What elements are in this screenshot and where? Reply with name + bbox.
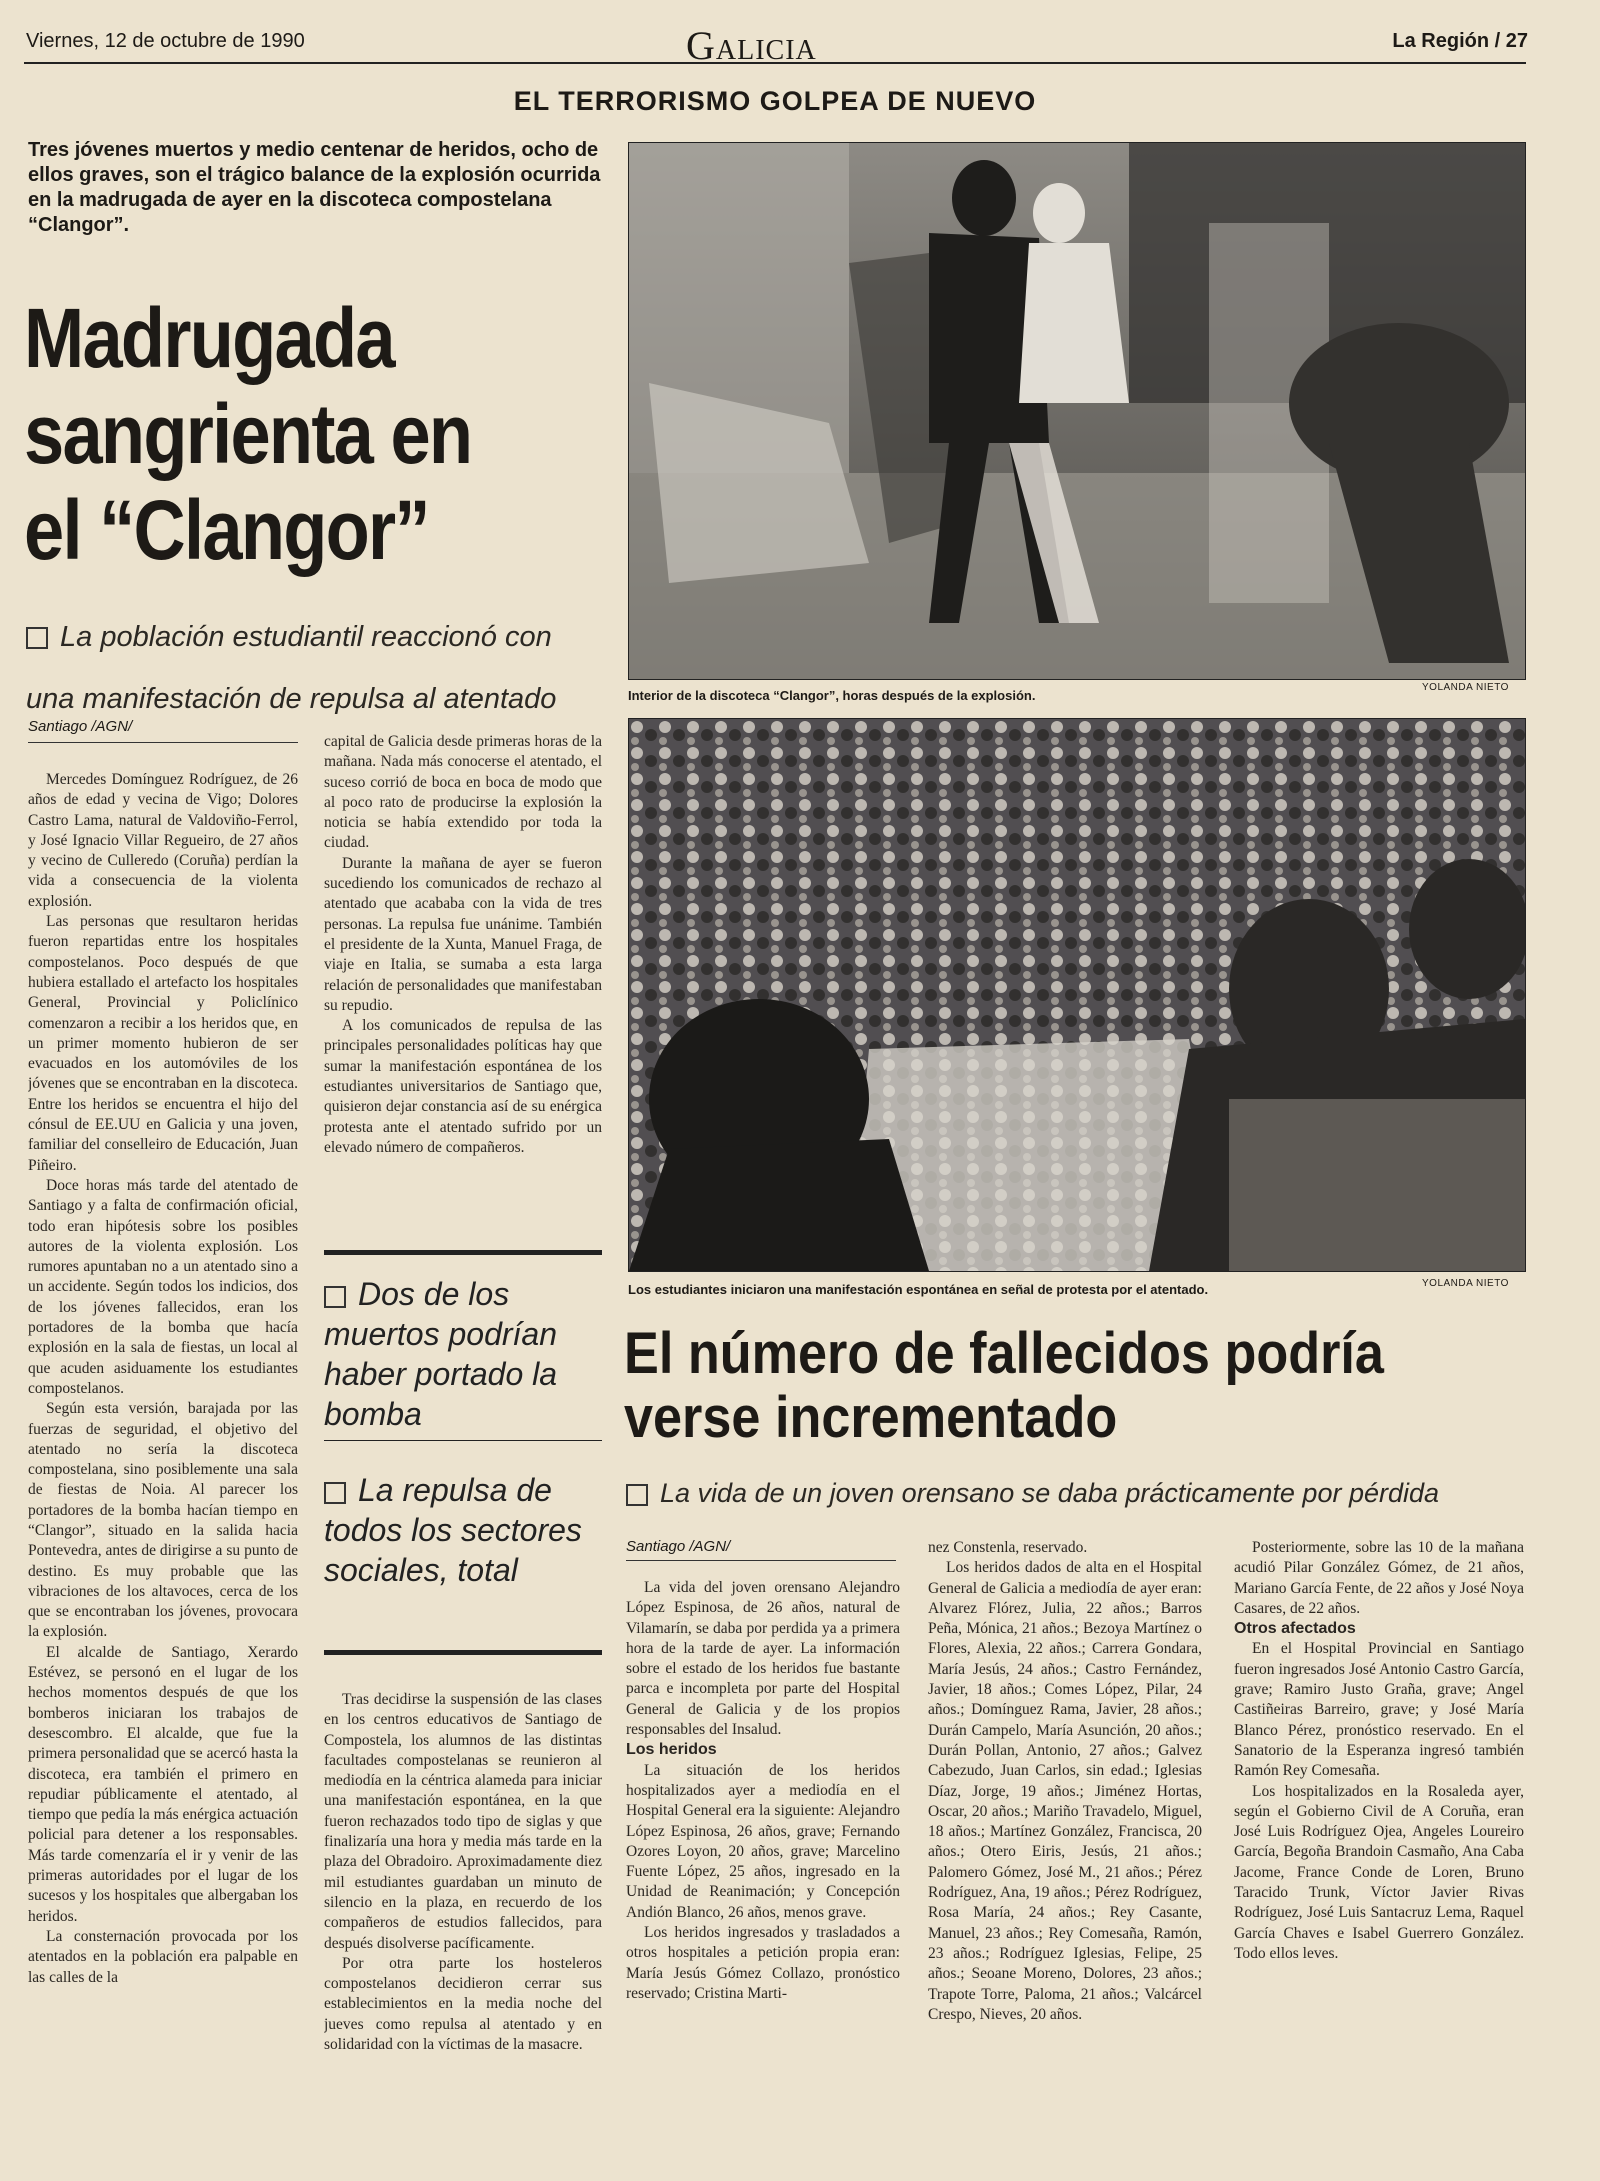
section-name: Galicia — [686, 23, 817, 68]
headline-line: sangrienta en — [24, 387, 472, 481]
paragraph: nez Constenla, reservado. — [928, 1539, 1088, 1556]
photo-student-protest — [628, 718, 1526, 1272]
paragraph: Según esta versión, barajada por las fuerzas de seguridad, el objetivo del atentado no sería la discoteca compostelana, sino posiblemente una sala de fiestas de Noia. Al parecer los portadores de la bomba hacían tiempo en “Clangor”, situado en la salida hacia Pontevedra, antes de dirigirse a su punto de destino. Es muy probable que las vibraciones de los altavoces, cerca de los que se encontraban los jóvenes, provocara la explosión. — [28, 1400, 298, 1641]
paragraph: La situación de los heridos hospitalizados ayer a mediodía en el Hospital General era la siguiente: Alejandro López Espinosa, 26 años, grave; Fernando Ozores Loyon, 20 años, grave; Marcelino Fuente López, 25 años, ingresado en la Unidad de Reanimación; y Concepción Andión Blanco, 26 años, menos grave. — [626, 1761, 900, 1921]
paragraph: La vida del joven orensano Alejandro López Espinosa, de 26 años, natural de Vilamarín, se daba por perdida ya a primera hora de la tarde de ayer. La información sobre el estado de los heridos fue bastante parca e incompleta por parte del Hospital General de Galicia y de los propios responsables del Insalud. — [626, 1579, 900, 1739]
paragraph: Los heridos dados de alta en el Hospital General de Galicia a mediodía de ayer eran: Alvarez Flórez, Julia, 22 años.; Barros Peña, Mónica, 21 años.; Bezoya Martínez o Flores, Alexia, 22 años.; Carrera Gondara, María Jesús, 24 años.; Castro Fernández, Javier, 18 años.; Comes López, Pilar, 24 años.; Domínguez Rama, Javier, 28 años.; Durán Campelo, María Asunción, 20 años.; Durán Pollan, Antonio, 27 años.; Galvez Cabezudo, Juan Carlos, sin edad.; Iglesias Díaz, Jorge, 19 años.; Jiménez Hortas, Oscar, 20 años.; Mariño Travadelo, Miguel, 18 años.; Martínez González, Francisca, 20 años.; Otero Eiris, Jesús, 21 años.; Palomero Gómez, José M., 21 años.; Pérez Rodríguez, Ana, 19 años.; Pérez Rodríguez, Rosa María, 24 años.; Rey Casante, Manuel, 23 años.; Rey Comesaña, Ramón, 23 años.; Rodríguez Iglesias, Felipe, 25 años.; Seoane Moreno, Dolores, 23 años.; Trapote Torre, Paloma, 21 años.; Valcárcel Crespo, Nieves, 20 años. — [928, 1559, 1202, 2023]
paragraph: Mercedes Domínguez Rodríguez, de 26 años de edad y vecina de Vigo; Dolores Castro Lama, natural de Valdoviño-Ferrol, y José Ignacio Villar Regueiro, de 27 años y vecino de Culleredo (Coruña) perdían la vida a consecuencia de la violenta explosión. — [28, 771, 298, 910]
pullquote-rule — [324, 1650, 602, 1655]
subhead-line: La población estudiantil reaccionó con — [60, 621, 552, 653]
photo-discoteca-interior — [628, 142, 1526, 680]
paragraph: capital de Galicia desde primeras horas de la mañana. Nada más conocerse el atentado, el suceso corrió de boca en boca de modo que al poco rato de producirse la explosión la noticia se había extendido por toda la ciudad. — [324, 733, 602, 852]
headline-line: Madrugada — [24, 291, 394, 385]
paragraph: Los hospitalizados en la Rosaleda ayer, según el Gobierno Civil de A Coruña, eran José Luis Rodríguez Ojea, Angeles Loureiro García, Begoña Brandoin Casmaño, Ana Caba Jacome, France Conde de Loren, Bruno Taracido Trunk, Víctor Javier Rivas Rodríguez, José Luis Santacruz Lema, Raquel García Chaves e Isabel Guerrero González. Todo ellos leves. — [1234, 1782, 1524, 1962]
paragraph: Durante la mañana de ayer se fueron sucediendo los comunicados de rechazo al atentado que acababa con la vida de tres personas. La repulsa fue unánime. También el presidente de la Xunta, Manuel Fraga, de viaje en Italia, se sumaba a esta larga relación de personalidades que manifestaban su repudio. — [324, 854, 602, 1014]
byline-rule — [626, 1560, 896, 1561]
article-column-1 — [28, 770, 298, 2170]
byline: Santiago /AGN/ — [28, 718, 133, 735]
pullquote-1 — [324, 1274, 602, 1434]
pullquote-rule — [324, 1250, 602, 1255]
masthead-rule — [24, 62, 1526, 64]
issue-date: Viernes, 12 de octubre de 1990 — [26, 30, 305, 52]
headline-line: el “Clangor” — [24, 483, 429, 577]
photo-1-caption: Interior de la discoteca “Clangor”, horas después de la explosión. — [628, 688, 1036, 703]
paragraph: El alcalde de Santiago, Xerardo Estévez, se personó en el lugar de los hechos momentos después de que los bomberos iniciaran los trabajos de desescombro. El alcalde, que fue la primera personalidad que se acercó hasta la discoteca, era también el primero en repudiar públicamente el atentado, al tiempo que pedía la más enérgica actuación policial para detener a los responsables. Más tarde comenzaría el ir y venir de las primeras autoridades por el lugar de los sucesos y los hospitales que albergaban los heridos. — [28, 1643, 298, 1925]
deck: Tres jóvenes muertos y medio centenar de heridos, ocho de ellos graves, son el trágico balance de la explosión ocurrida en la madrugada de ayer en la discoteca compostelana “Clangor”. — [28, 139, 601, 236]
subhead-text: La vida de un joven orensano se daba prácticamente por pérdida — [660, 1478, 1440, 1508]
section-subtitle: Otros afectados — [1234, 1620, 1356, 1638]
pullquote-rule — [324, 1440, 602, 1441]
pullquote-text: La repulsa de todos los sectores sociales, total — [324, 1472, 582, 1588]
second-subhead — [626, 1478, 1526, 1509]
article-column-3 — [626, 1578, 900, 2170]
article-column-4 — [928, 1538, 1202, 2170]
paper-page-number: La Región / 27 — [1392, 30, 1528, 52]
photo-2-credit: YOLANDA NIETO — [1422, 1278, 1509, 1289]
paragraph: Los heridos ingresados y trasladados a otros hospitales a petición propia eran: María Jesús Gómez Collazo, pronóstico reservado; Cristina Marti- — [626, 1924, 900, 2002]
square-bullet-icon — [324, 1286, 346, 1308]
main-headline — [24, 290, 540, 578]
kicker: EL TERRORISMO GOLPEA DE NUEVO — [513, 86, 1037, 116]
square-bullet-icon — [26, 627, 48, 649]
square-bullet-icon — [626, 1484, 648, 1506]
photo-discoteca-drawing — [629, 143, 1525, 679]
paragraph: A los comunicados de repulsa de las principales personalidades políticas hay que sumar la manifestación espontánea de los estudiantes universitarios de Santiago que, quisieron dejar constancia así de su enérgica protesta ante el atentado sufrido por un elevado número de compañeros. — [324, 1017, 602, 1156]
paragraph: En el Hospital Provincial en Santiago fueron ingresados José Antonio Castro García, grave; Ramiro Justo Graña, grave; Angel Castiñeiras Barreiro, grave; y José María Blanco Pérez, pronóstico reservado. En el Sanatorio de la Esperanza ingresó también Ramón Rey Comesaña. — [1234, 1640, 1524, 1780]
subhead-line: una manifestación de repulsa al atentado — [26, 683, 557, 715]
byline: Santiago /AGN/ — [626, 1538, 731, 1555]
square-bullet-icon — [324, 1482, 346, 1504]
paragraph: Doce horas más tarde del atentado de Santiago y a falta de confirmación oficial, todo eran hipótesis sobre los posibles autores de la violenta explosión. Los rumores apuntaban no a un atentado sino a un accidente. Según todos los indicios, dos de los jóvenes fallecidos, eran los portadores de la bomba que hacía explosión en la sala de fiestas, un local al que acuden asiduamente los estudiantes compostelanos. — [28, 1176, 298, 1397]
main-subhead — [26, 606, 616, 730]
section-subtitle: Los heridos — [626, 1741, 717, 1759]
paragraph: Posteriormente, sobre las 10 de la mañana acudió Pilar González Gómez, de 21 años, Mariano García Fente, de 22 años y José Noya Casares, de 22 años. — [1234, 1539, 1524, 1617]
article-column-5 — [1234, 1538, 1524, 2170]
photo-1-credit: YOLANDA NIETO — [1422, 682, 1509, 693]
paragraph: Las personas que resultaron heridas fueron repartidas entre los hospitales compostelanos. Poco después de que hubiera estallado el artefacto los hospitales General, Provincial y Policlínico comenzaron a recibir a los heridos que, en un primer momento hubieron de ser evacuados en los automóviles de los jóvenes que se encontraban en la discoteca. Entre los heridos se encuentra el hijo del cónsul de EE.UU en Galicia y una joven, familiar del conselleiro de Educación, Juan Piñeiro. — [28, 913, 298, 1174]
paragraph: Tras decidirse la suspensión de las clases en los centros educativos de Santiago de Compostela, los alumnos de las distintas facultades compostelanas se reunieron al mediodía en la céntrica alameda para iniciar una manifestación espontánea, en la que fueron rechazados todo tipo de siglas y que finalizaría una hora y media más tarde en la plaza del Obradoiro. Aproximadamente diez mil estudiantes guardaban un minuto de silencio en la plaza, en recuerdo de los compañeros de estudios fallecidos, para después disolverse pacíficamente. — [324, 1691, 602, 1952]
article-column-2 — [324, 732, 602, 1232]
paragraph: Por otra parte los hosteleros compostelanos decidieron cerrar sus establecimientos en la media noche del jueves como repulsa al atentado y en solidaridad con la víctimas de la masacre. — [324, 1954, 602, 2054]
article-column-2b — [324, 1690, 602, 2170]
second-headline: El número de fallecidos podría verse incrementado — [624, 1321, 1384, 1450]
photo-protest-drawing — [629, 719, 1525, 1271]
paragraph: La consternación provocada por los atentados en la población era palpable en las calles de la — [28, 1927, 298, 1986]
pullquote-text: Dos de los muertos podrían haber portado la bomba — [324, 1276, 558, 1432]
byline-rule — [28, 742, 298, 743]
photo-2-caption: Los estudiantes iniciaron una manifestación espontánea en señal de protesta por el atentado. — [628, 1282, 1209, 1297]
pullquote-2 — [324, 1470, 602, 1590]
